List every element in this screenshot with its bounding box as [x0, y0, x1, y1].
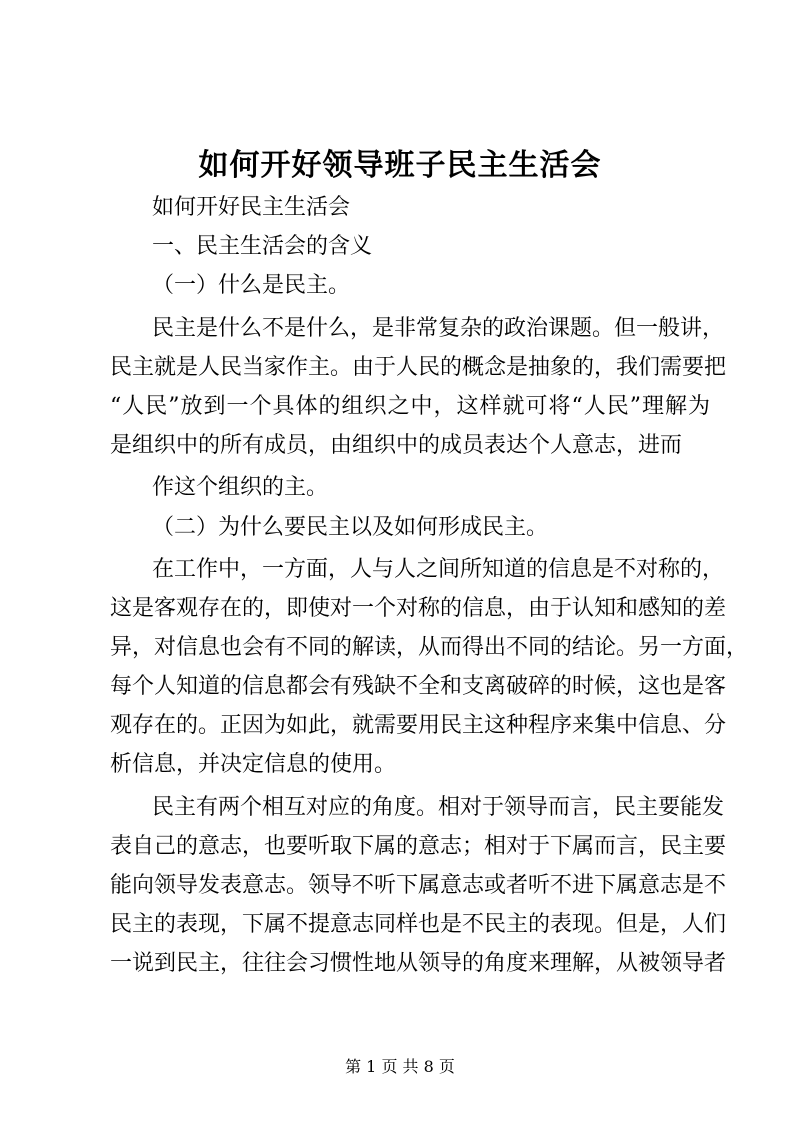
paragraph-line: 民主的表现，下属不提意志同样也是不民主的表现。但是，人们	[110, 912, 727, 937]
paragraph-line: 每个人知道的信息都会有残缺不全和支离破碎的时候，这也是客	[110, 674, 727, 699]
subsection-heading: （二）为什么要民主以及如何形成民主。	[152, 515, 549, 540]
paragraph-line: 观存在的。正因为如此，就需要用民主这种程序来集中信息、分	[110, 713, 727, 738]
section-heading: 一、民主生活会的含义	[152, 234, 373, 259]
paragraph-line: 一说到民主，往往会习惯性地从领导的角度来理解，从被领导者	[110, 951, 727, 976]
paragraph-line: 是组织中的所有成员，由组织中的成员表达个人意志，进而	[110, 433, 683, 458]
paragraph-line: 民主就是人民当家作主。由于人民的概念是抽象的，我们需要把	[110, 355, 727, 380]
subsection-heading: （一）什么是民主。	[152, 273, 351, 298]
paragraph-line: 能向领导发表意志。领导不听下属意志或者听不进下属意志是不	[110, 873, 727, 898]
paragraph-line: 这是客观存在的，即使对一个对称的信息，由于认知和感知的差	[110, 596, 727, 621]
paragraph-line: 民主是什么不是什么，是非常复杂的政治课题。但一般讲，	[152, 316, 725, 341]
subtitle: 如何开好民主生活会	[152, 195, 351, 220]
page-number: 第 1 页 共 8 页	[345, 1057, 455, 1076]
document-title: 如何开好领导班子民主生活会	[198, 148, 602, 183]
paragraph-line: “人民”放到一个具体的组织之中，这样就可将“人民”理解为	[110, 394, 710, 419]
paragraph-line: 表自己的意志，也要听取下属的意志；相对于下属而言，民主要	[110, 834, 727, 859]
paragraph-line: 异，对信息也会有不同的解读，从而得出不同的结论。另一方面，	[110, 635, 749, 660]
paragraph-line: 民主有两个相互对应的角度。相对于领导而言，民主要能发	[152, 795, 725, 820]
paragraph-line: 在工作中，一方面，人与人之间所知道的信息是不对称的，	[152, 557, 725, 582]
paragraph-line: 析信息，并决定信息的使用。	[110, 752, 397, 777]
paragraph-line: 作这个组织的主。	[152, 475, 329, 500]
